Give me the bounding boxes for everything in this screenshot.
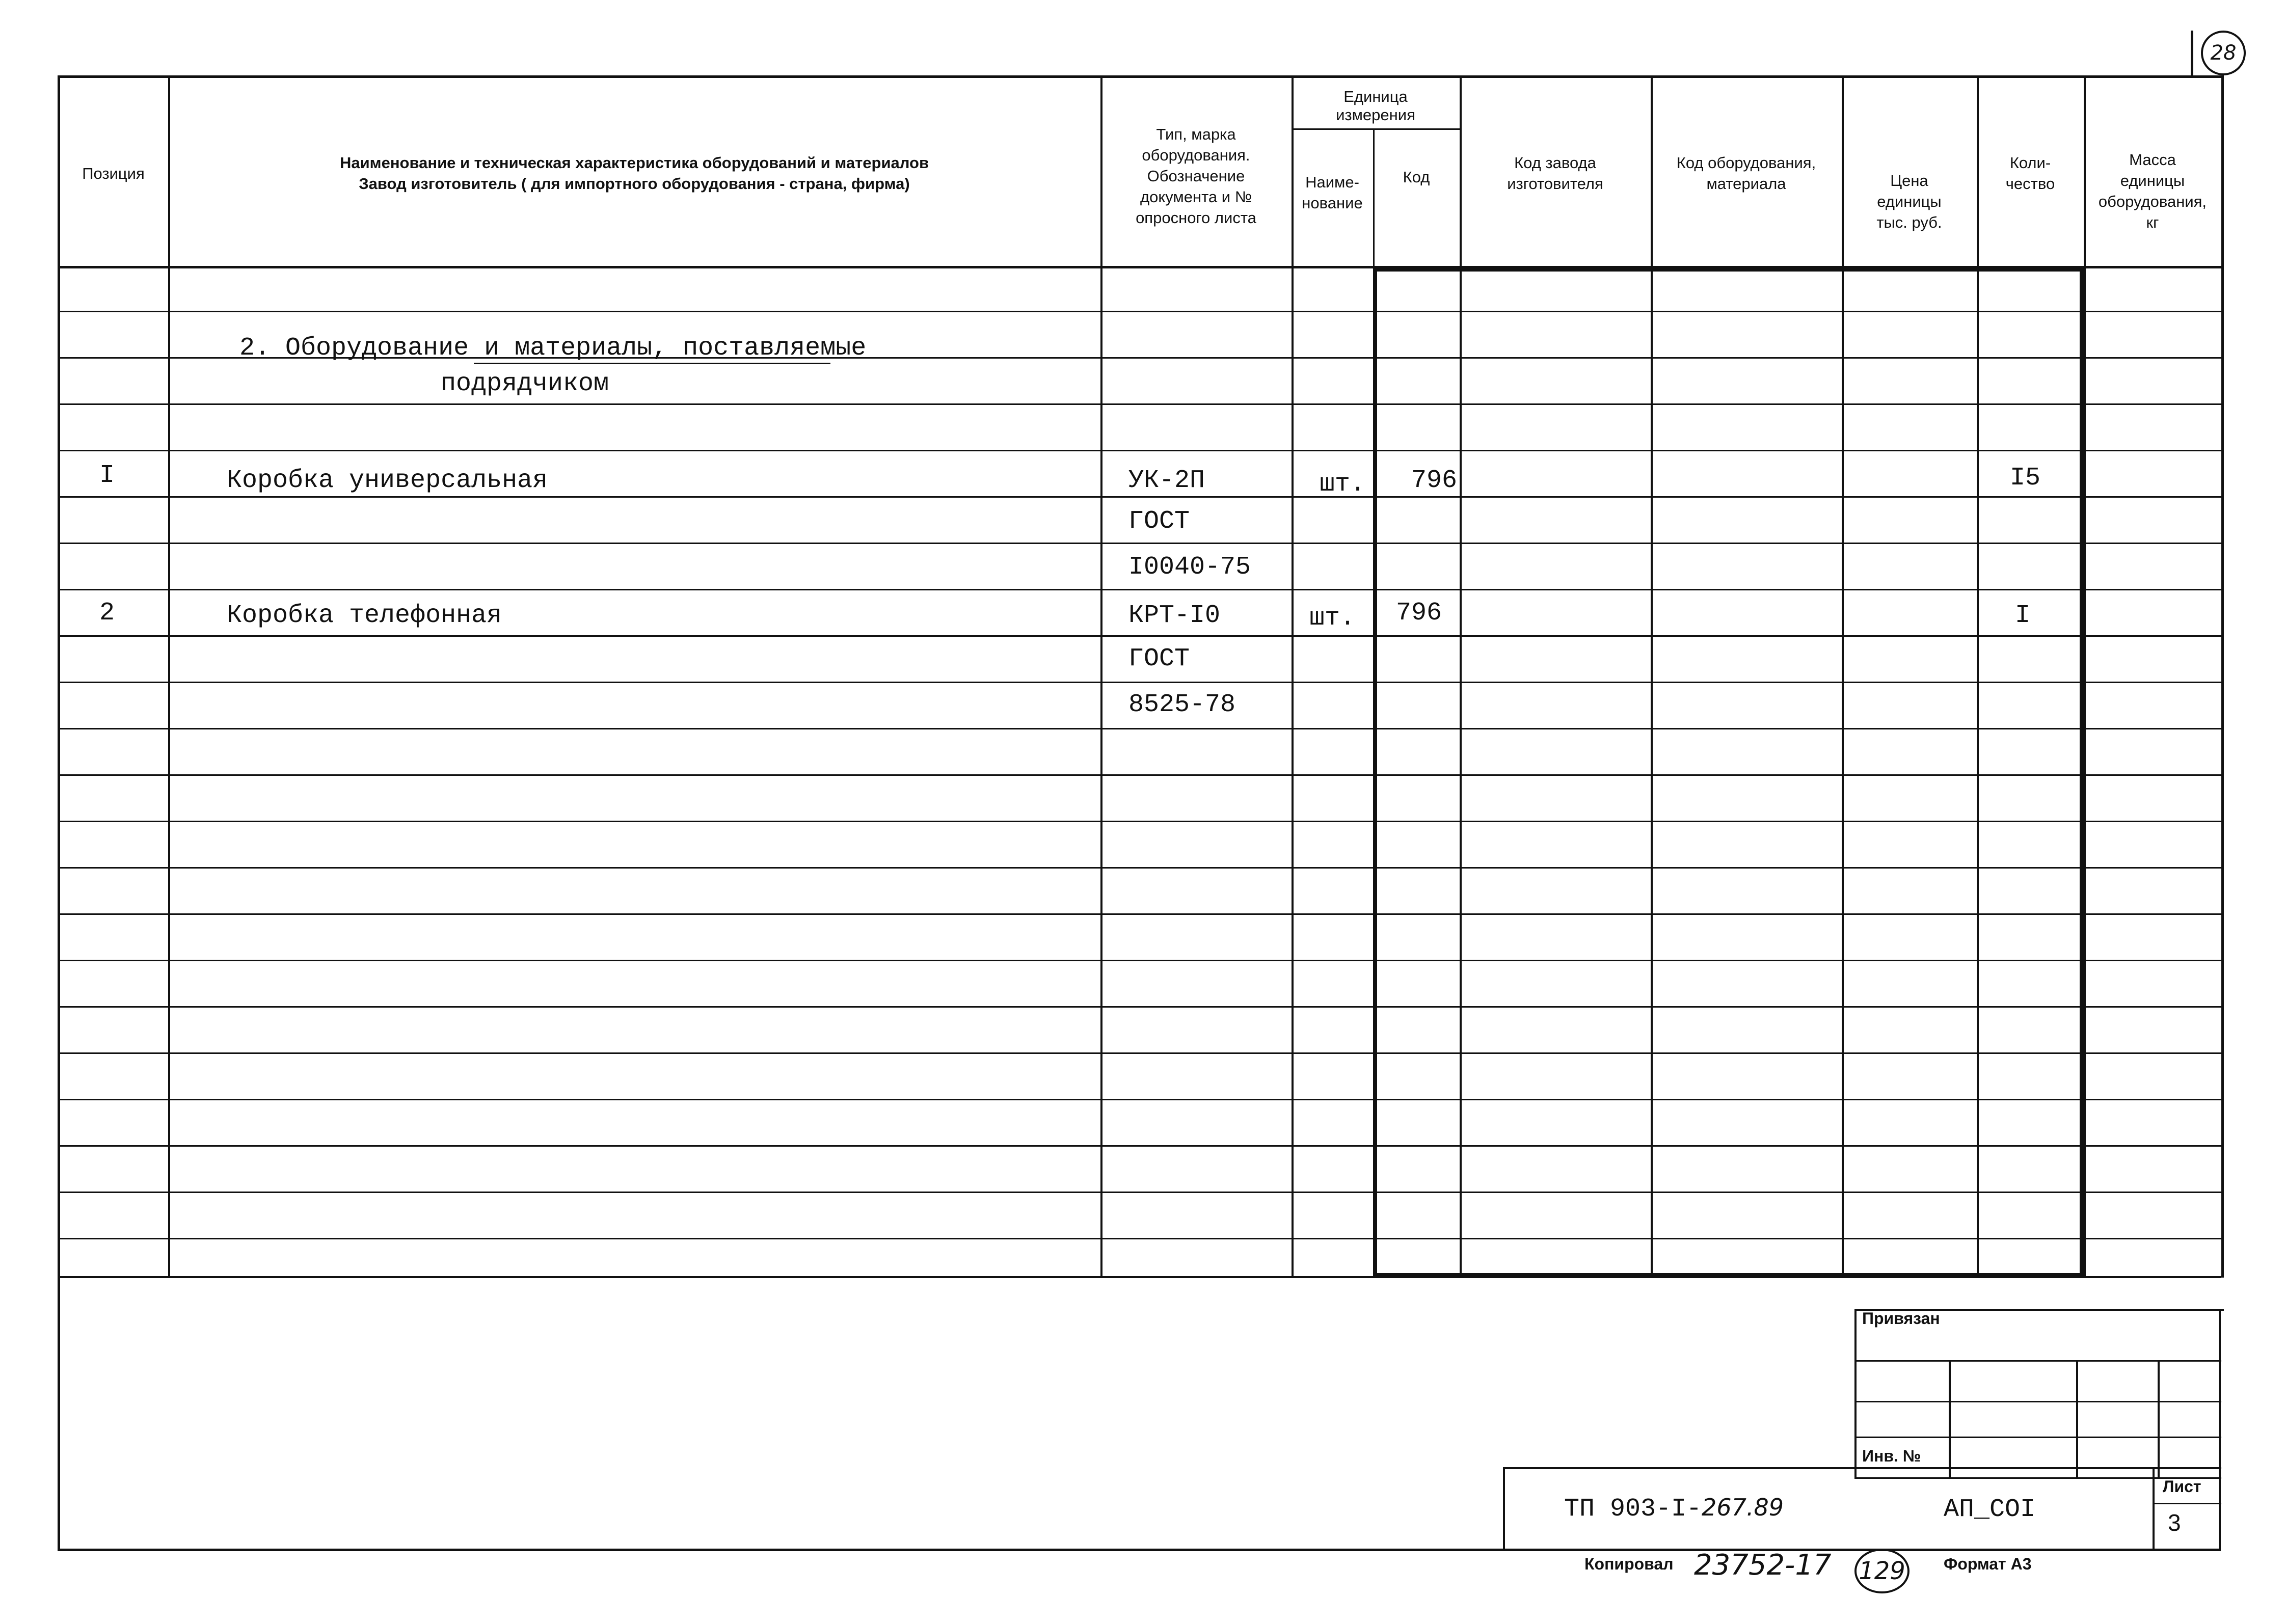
row-line [58,821,2224,822]
stamp-inv-label: Инв. № [1862,1447,1921,1465]
designation-left [1503,1467,1505,1549]
stamp-tied-label: Привязан [1862,1309,1940,1328]
row-line [58,682,2224,683]
row-line [58,635,2224,637]
row-line [58,450,2224,451]
block-bottom [1373,1273,2084,1277]
footer-copied-label: Копировал [1584,1555,1674,1573]
row-line [58,1006,2224,1008]
item-1-type-line2: ГОСТ [1128,507,1190,536]
item-2-unit: шт. [1309,604,1356,633]
frame-left [58,75,60,1549]
block-left [1373,267,1377,1276]
header-equipment-code: Код оборудования, материала [1676,154,1816,193]
header-quantity: Коли- чество [2005,154,2055,193]
sheet-mark-text: 28 [2210,41,2237,65]
header-unit-name: Наиме- нование [1302,173,1363,212]
row-line [58,960,2224,961]
header-unit-code: Код [1403,168,1430,186]
stamp-row-line [1854,1401,2221,1402]
item-2-quantity: I [2015,601,2031,630]
item-2-type-line3: 8525-78 [1128,690,1236,719]
column-divider [1292,75,1294,1276]
row-line [58,1238,2224,1239]
row-line [58,1052,2224,1054]
header-factory-code: Код завода изготовителя [1507,154,1603,193]
row-line [58,1192,2224,1193]
stamp-designation-handwritten: 267.89 [1702,1494,1784,1521]
row-line [58,774,2224,776]
column-divider [1100,75,1102,1276]
item-2-type-line2: ГОСТ [1128,644,1190,673]
stamp-col-line [1949,1360,1951,1477]
footer-copied-number: 23752-17 [1694,1549,1832,1582]
stamp-set-code: АП_СОI [1944,1495,2036,1524]
footer-circled-number [1854,1549,1910,1593]
frame-right [2221,75,2224,1278]
item-1-unit: шт. [1320,470,1366,499]
section-title-line1: 2. Оборудование и материалы, поставляемые [239,334,867,363]
sheet-label-line [2153,1503,2221,1504]
header-price: Цена единицы тыс. руб. [1876,171,1942,231]
stamp-left [1854,1309,1857,1477]
row-line [58,543,2224,544]
header-name: Наименование и техническая характеристика оборудований и материалов Завод изготовитель ( для импортного оборудования - страна, фирма) [339,154,929,193]
stamp-designation-text: ТП 903-I- [1564,1495,1702,1524]
item-1-name: Коробка универсальная [227,466,548,495]
item-2-name: Коробка телефонная [227,601,502,630]
sheet-mark-bar [2191,31,2193,76]
header-type: Тип, марка оборудования. Обозначение документа и № опросного листа [1136,125,1256,227]
row-line [58,913,2224,915]
stamp-row-line [1854,1437,2221,1438]
stamp-designation [1564,1493,1784,1524]
item-2-position: 2 [99,599,115,628]
header-position: Позиция [82,164,145,182]
stamp-col-line [2158,1360,2160,1477]
footer-format-label: Формат А3 [1944,1555,2032,1573]
item-2-type-line1: КРТ-I0 [1128,601,1221,630]
stamp-col-line [2076,1360,2078,1477]
footer-circled-number-text: 129 [1859,1557,1905,1585]
row-line [58,403,2224,405]
stamp-sheet-label: Лист [2163,1477,2201,1496]
designation-right [2153,1467,2155,1549]
stamp-sheet-number: 3 [2168,1509,2181,1536]
block-right [2080,267,2084,1276]
section-title-line2: подрядчиком [441,369,609,398]
section-title-underline [474,363,830,364]
row-line [58,1099,2224,1100]
item-1-quantity: I5 [2010,464,2041,493]
item-2-code: 796 [1396,599,1442,628]
stamp-right [2219,1309,2221,1551]
row-line [58,867,2224,869]
row-line [58,589,2224,590]
item-1-code: 796 [1411,466,1458,495]
header-mass: Масса единицы оборудования, кг [2098,151,2207,231]
row-line [58,496,2224,498]
item-1-type-line1: УК-2П [1128,466,1205,495]
sheet-mark [2201,31,2246,75]
designation-top [1503,1467,2221,1469]
row-line [58,1145,2224,1147]
item-1-position: I [99,461,115,490]
stamp-row-line [1854,1360,2221,1362]
item-1-type-line3: I0040-75 [1128,553,1251,582]
header-unit: Единица измерения [1336,87,1415,124]
row-line [58,728,2224,729]
